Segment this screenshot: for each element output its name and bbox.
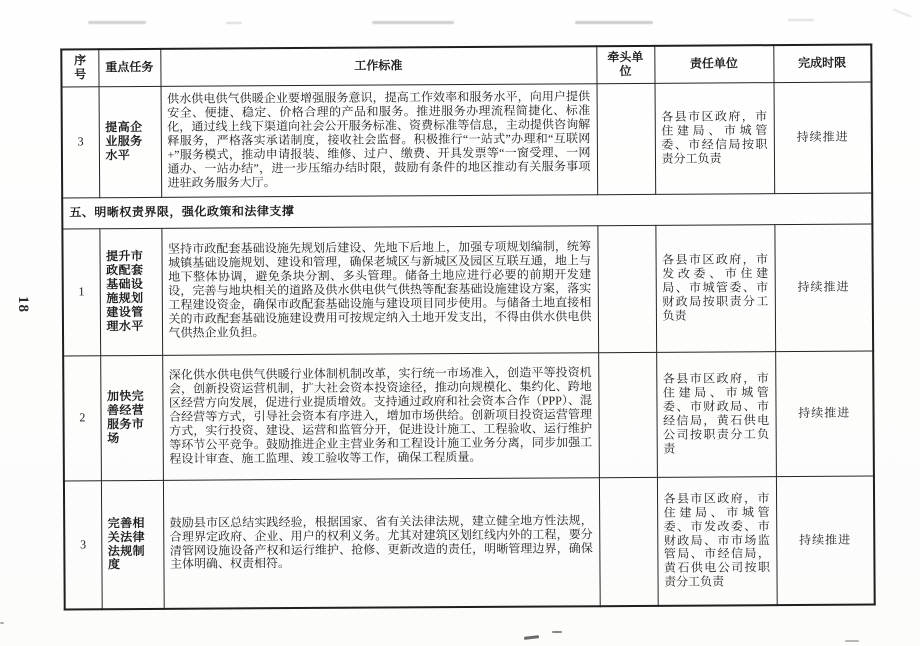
- cell-no: 1: [62, 229, 100, 356]
- cell-deadline: 持续推进: [776, 476, 875, 605]
- table-header-row: [61, 45, 871, 87]
- cell-responsible: 各县市区政府，市住建局、市城管委、市发改委、市财政局、市市场监管局、市经信局，黄石供电公司按职责分工负责: [657, 477, 777, 606]
- table-row: [63, 351, 874, 481]
- cell-lead: [598, 352, 657, 477]
- cell-task: 加快完善经营服务市场: [100, 355, 163, 480]
- cell-responsible: 各县市区政府，市住建局、市城管委、市财政局、市经信局，黄石供电公司按职责分工负责: [656, 352, 776, 478]
- section-header-row: [62, 193, 872, 229]
- scan-smudge: [788, 19, 814, 21]
- cell-no: 3: [62, 87, 100, 198]
- cell-standard: 深化供水供电供气供暖行业体制机制改革，实行统一市场准入，创造平等投资机会，创新投资运营机制，扩大社会资本投资途径，推动向规模化、集约化、跨地区经营方向发展，促进行业提质增效。支持通过政府和社会资本合作（PPP）、混合经营等方式，引导社会资本有序进入，增加市场供给。创新项目投资运营管理方式，实行投资、建设、运营和监管分开，促进设计施工、工程验收、运行维护等环节公平竞争。鼓励推进企业主营业务和工程设计施工业务分离，同步加强工程设计审查、施工监理、竣工验收等工作，确保工程质量。: [162, 353, 599, 481]
- cell-deadline: 持续推进: [774, 224, 873, 352]
- table-row: [62, 224, 873, 356]
- cell-deadline: 持续推进: [774, 82, 873, 194]
- cell-lead: [597, 83, 656, 194]
- cell-task: 提升市政配套基础设施规划建设管理水平: [99, 228, 162, 355]
- col-header-standard: 工作标准: [160, 46, 596, 86]
- cell-standard: 供水供电供气供暖企业要增强服务意识，提高工作效率和服务水平，向用户提供安全、便捷、稳定、价格合理的产品和服务。推进服务办理流程简捷化、标准化，通过线上线下渠道向社会公开服务标准、资费标准等信息，主动提供咨询解释服务，严格落实承诺制度，接收社会监督。积极推行“一站式”办理和“互联网+”服务模式，推动申请报装、维修、过户、缴费、开具发票等“一窗受理、一网通办、一站办结”，进一步压缩办结时限，鼓励有条件的地区推动有关服务事项进驻政务服务大厅。: [161, 84, 598, 198]
- section-header: 五、明晰权责界限，强化政策和法律支撑: [62, 193, 872, 229]
- scan-mark: [0, 622, 4, 624]
- cell-lead: [597, 225, 656, 352]
- page-number: 18: [15, 296, 31, 313]
- cell-deadline: 持续推进: [775, 351, 874, 477]
- scan-smudge: [88, 21, 146, 24]
- scan-mark: [845, 640, 859, 642]
- cell-standard: 鼓励县市区总结实践经验，根据国家、省有关法律法规，建立健全地方性法规，合理界定政府、企业、用户的权利义务。尤其对建筑区划红线内外的工程，要分清管网设施设备产权和运行维护、抢修、更新改造的责任，明晰管理边界，确保主体明确、权责相符。: [163, 478, 600, 609]
- col-header-responsible: 责任单位: [654, 45, 773, 83]
- scan-smudge: [575, 21, 653, 24]
- cell-task: 完善相关法律法规制度: [101, 480, 164, 609]
- col-header-deadline: 完成时限: [773, 45, 871, 83]
- scan-smudge: [372, 21, 454, 24]
- col-header-task: 重点任务: [98, 49, 160, 87]
- scan-smudge: [892, 8, 911, 17]
- task-table-container: [60, 44, 873, 611]
- cell-no: 2: [63, 356, 101, 481]
- table-row: [64, 476, 875, 609]
- cell-standard: 坚持市政配套基础设施先规划后建设、先地下后地上，加强专项规划编制，统筹城镇基础设施规划、建设和管理，确保老城区与新城区及园区互联互通，地上与地下整体协调，避免条块分割、多头管理。储备土地应进行必要的前期开发建设，完善与地块相关的道路及供水供电供气供热等配套基础设施建设方案，落实工程建设资金，确保市政配套基础设施与建设项目同步使用。与储备土地直接相关的市政配套基础设施建设费用可按规定纳入土地开发支出，不得由供水供电供气供热企业负担。: [161, 226, 598, 356]
- cell-no: 3: [64, 481, 102, 610]
- table-row: [62, 82, 873, 198]
- scan-mark: [524, 635, 539, 640]
- scan-smudge: [226, 22, 242, 24]
- cell-responsible: 各县市区政府，市发改委、市住建局、市城管委、市财政局按职责分工负责: [655, 225, 775, 353]
- col-header-lead: 牵头单位: [596, 46, 654, 84]
- cell-responsible: 各县市区政府，市住建局、市城管委、市经信局按职责分工负责: [655, 83, 775, 195]
- cell-lead: [599, 477, 658, 606]
- scan-mark: [552, 631, 562, 633]
- cell-task: 提高企业服务水平: [99, 86, 162, 197]
- col-header-no: 序号: [61, 49, 98, 87]
- task-table: [60, 44, 875, 611]
